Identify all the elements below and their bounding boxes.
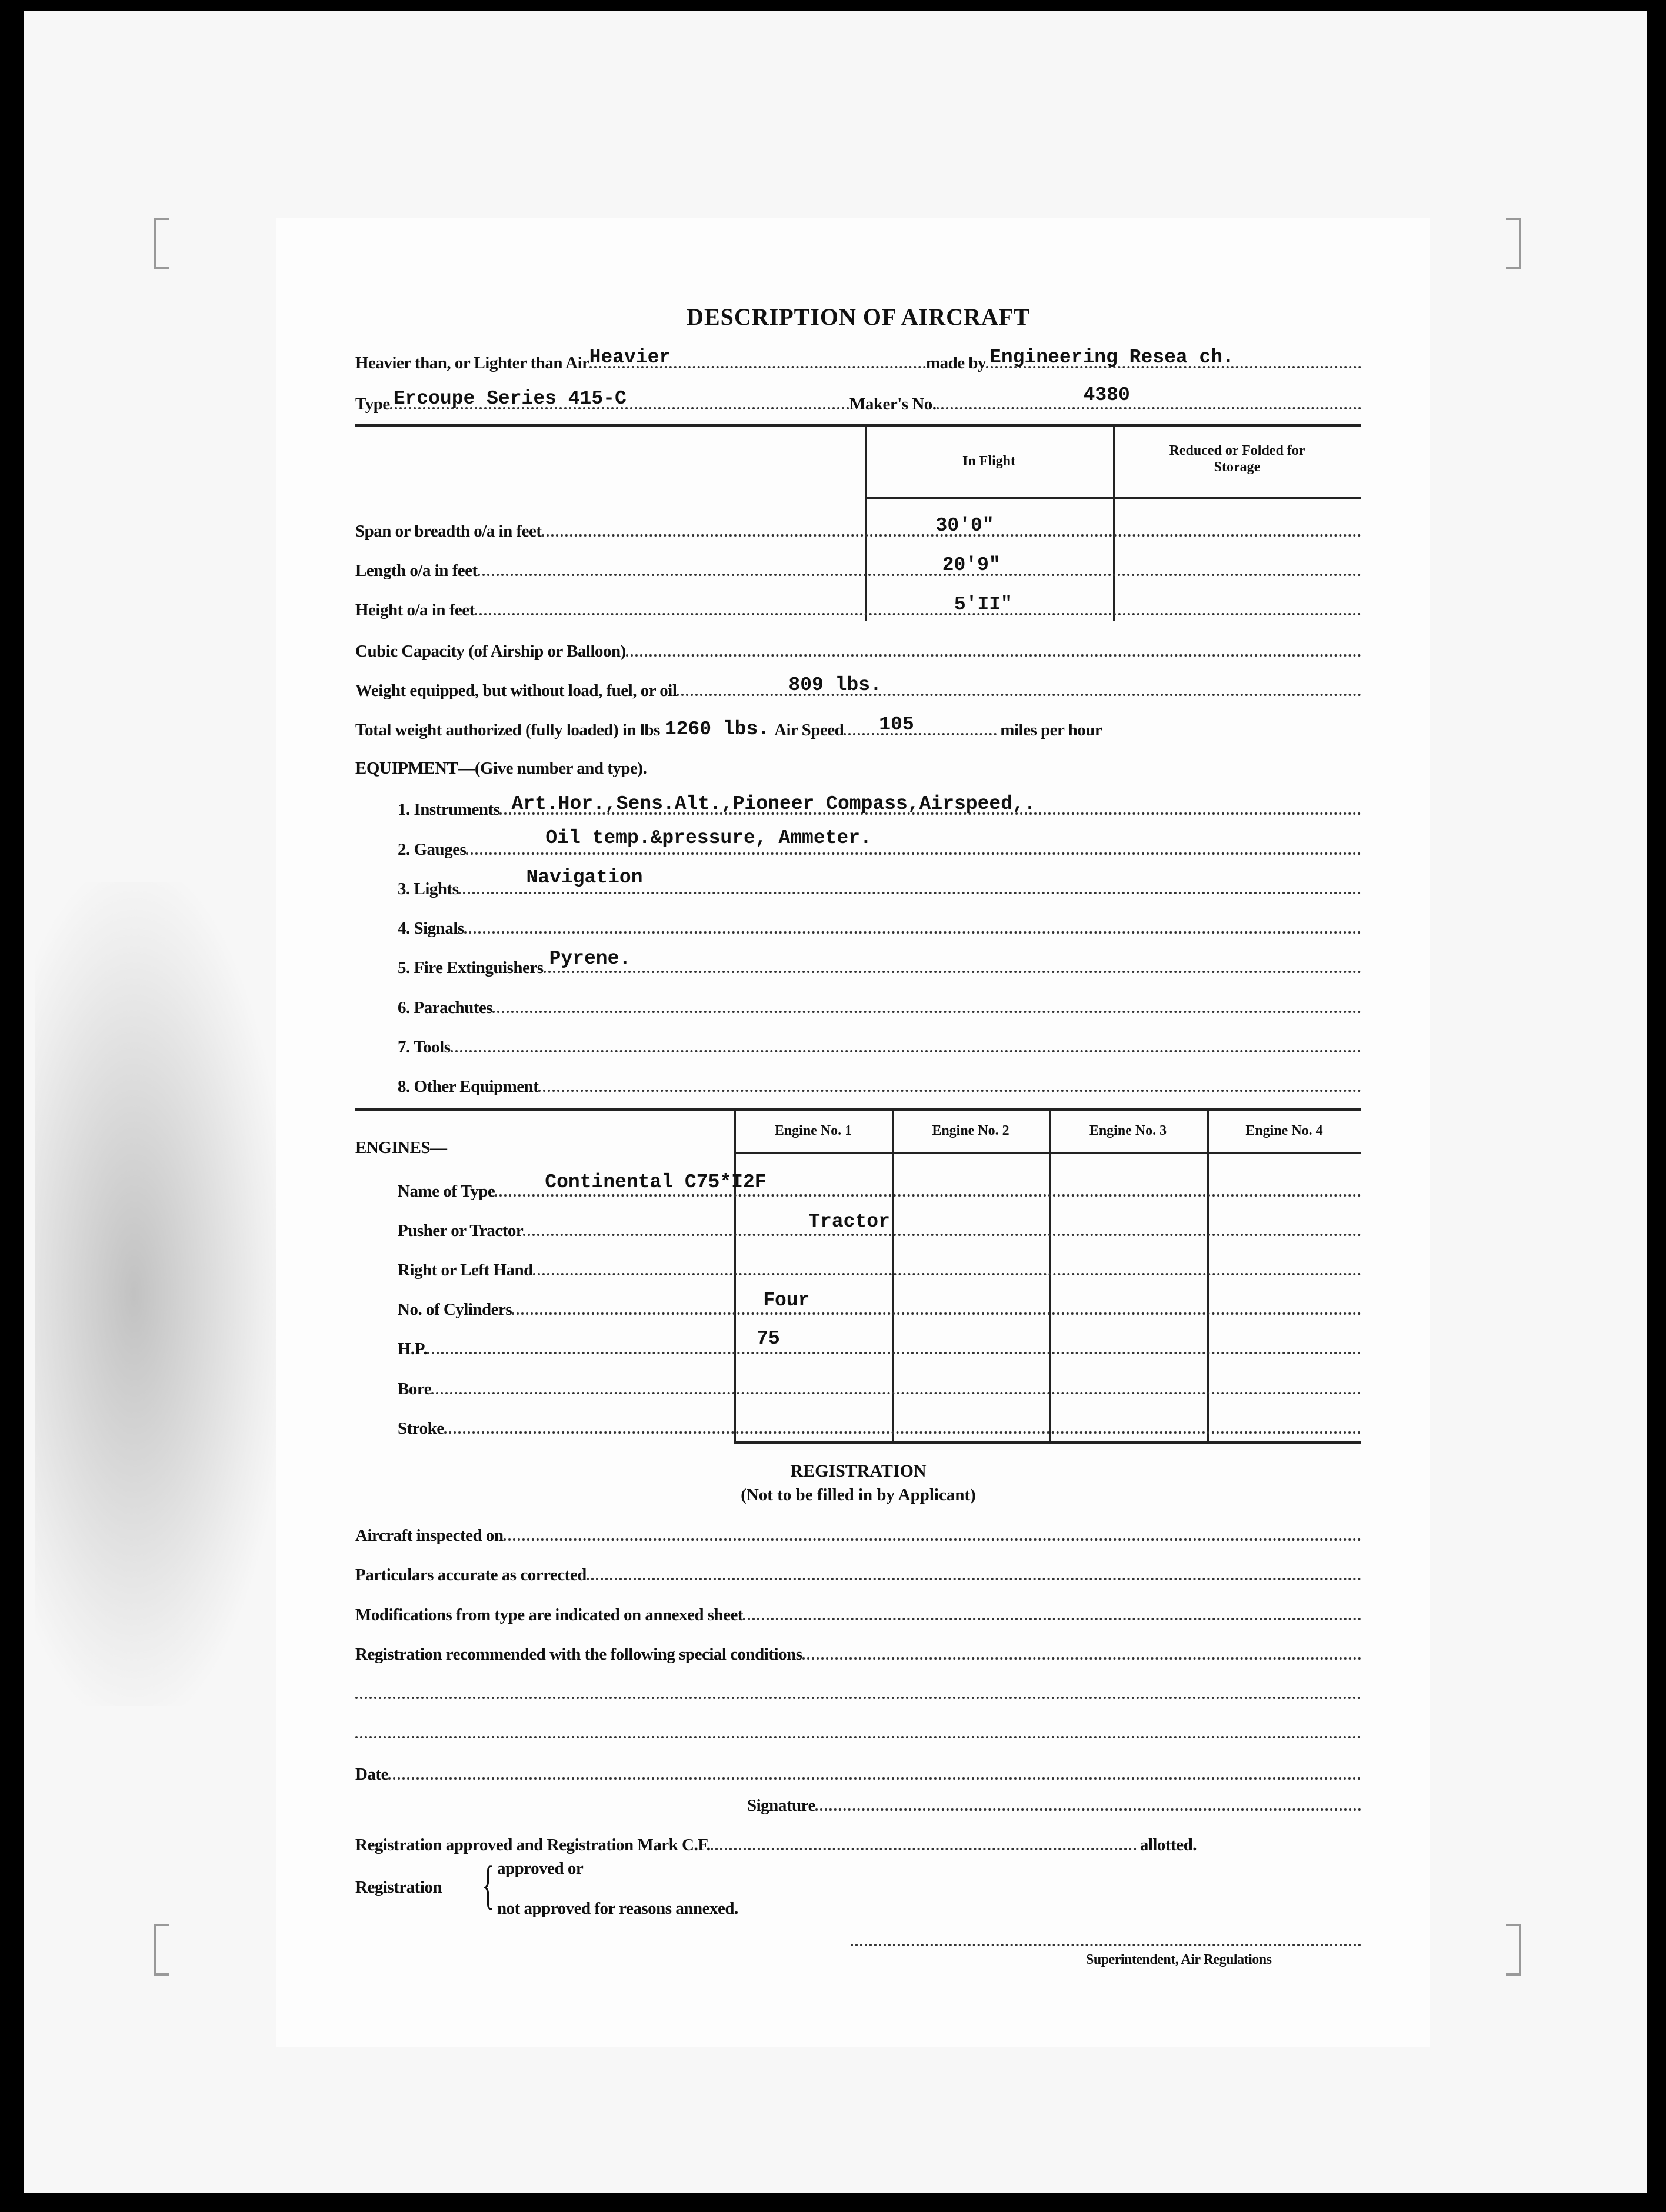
allotted-label: allotted. xyxy=(1139,1835,1197,1854)
dimension-row xyxy=(355,594,1361,620)
scan-smudge xyxy=(35,882,282,1706)
engine-label: Stroke xyxy=(398,1419,444,1438)
engine1-value: Four xyxy=(763,1290,810,1311)
crop-mark xyxy=(154,1924,169,1976)
header-rule xyxy=(734,1152,1361,1154)
equipment-row xyxy=(398,1031,1361,1057)
weight-value: 809 lbs. xyxy=(788,674,882,696)
engine1-value: Continental C75*I2F xyxy=(545,1171,767,1193)
signature-field xyxy=(747,1790,1361,1815)
airspeed-label: Air Speed xyxy=(774,721,844,739)
equipment-row xyxy=(398,794,1361,819)
engines-heading: ENGINES— xyxy=(355,1138,447,1157)
equipment-label: 2. Gauges xyxy=(398,840,467,859)
engine1-value: 75 xyxy=(757,1328,780,1350)
dimension-row xyxy=(355,515,1361,541)
inspected-label: Aircraft inspected on xyxy=(355,1526,504,1545)
makers-no-label: Maker's No. xyxy=(849,395,937,414)
col-engine-2: Engine No. 2 xyxy=(932,1123,1009,1138)
thick-rule xyxy=(355,1108,1361,1111)
airspeed-value: 105 xyxy=(879,714,914,735)
type-label: Type xyxy=(355,395,390,414)
heavier-value: Heavier xyxy=(589,347,671,368)
equipment-row xyxy=(398,912,1361,938)
engine-row xyxy=(398,1290,1361,1320)
date-label: Date xyxy=(355,1765,388,1784)
date-field xyxy=(355,1758,1361,1784)
recommended-field xyxy=(355,1638,1361,1664)
engine-label: Pusher or Tractor xyxy=(398,1221,524,1240)
crop-mark xyxy=(1506,1924,1521,1976)
made-by-value: Engineering Resea ch. xyxy=(989,347,1234,368)
equipment-row xyxy=(398,948,1361,978)
equipment-row xyxy=(398,1071,1361,1097)
makers-no-field xyxy=(849,384,1361,414)
equipment-value: Navigation xyxy=(526,867,643,888)
col-reduced: Reduced or Folded for Storage xyxy=(1169,443,1305,475)
engine-row xyxy=(398,1373,1361,1399)
equipment-label: 7. Tools xyxy=(398,1038,451,1057)
type-value: Ercoupe Series 415-C xyxy=(393,388,627,409)
crop-mark xyxy=(1506,218,1521,269)
dimension-label: Length o/a in feet xyxy=(355,561,478,580)
cubic-capacity-field xyxy=(355,635,1361,661)
particulars-field xyxy=(355,1559,1361,1585)
form-title: DESCRIPTION OF AIRCRAFT xyxy=(687,304,1030,330)
particulars-label: Particulars accurate as corrected xyxy=(355,1565,587,1584)
registration-label: Registration xyxy=(355,1878,442,1897)
conditions-line xyxy=(355,1717,1361,1743)
dimension-label: Span or breadth o/a in feet xyxy=(355,522,542,541)
weight-label: Weight equipped, but without load, fuel, or oil xyxy=(355,681,677,700)
registration-subheading: (Not to be filled in by Applicant) xyxy=(741,1485,976,1504)
engine-row xyxy=(398,1211,1361,1241)
engine-row xyxy=(398,1328,1361,1359)
registration-heading: REGISTRATION xyxy=(790,1461,927,1481)
equipment-value: Art.Hor.,Sens.Alt.,Pioneer Compass,Airspeed,. xyxy=(511,793,1036,815)
signature-label: Signature xyxy=(747,1796,815,1815)
conditions-line xyxy=(355,1678,1361,1704)
makers-no-value: 4380 xyxy=(1083,384,1130,406)
engine-row xyxy=(398,1171,1361,1201)
in-flight-value: 30'0" xyxy=(935,515,994,537)
total-weight-field xyxy=(355,714,1361,740)
brace: { xyxy=(481,1856,495,1914)
thick-rule xyxy=(734,1441,1361,1444)
heavier-field xyxy=(355,347,926,373)
thick-rule xyxy=(355,424,1361,427)
in-flight-value: 20'9" xyxy=(942,554,1001,576)
engine1-value: Tractor xyxy=(808,1211,890,1232)
superintendent-signature-line xyxy=(851,1944,1361,1946)
made-by-field xyxy=(926,347,1361,373)
col-engine-1: Engine No. 1 xyxy=(774,1123,852,1138)
equipment-label: 1. Instruments xyxy=(398,800,500,819)
made-by-label: made by xyxy=(926,354,987,372)
engine-label: Right or Left Hand xyxy=(398,1261,533,1280)
equipment-label: 6. Parachutes xyxy=(398,998,493,1017)
engine-row xyxy=(398,1254,1361,1280)
mph-label: miles per hour xyxy=(1000,721,1102,739)
approved-or-label: approved or xyxy=(497,1859,584,1878)
heavier-label: Heavier than, or Lighter than Air xyxy=(355,354,589,372)
engine-label: Name of Type xyxy=(398,1182,495,1201)
approved-mark-field xyxy=(355,1829,1197,1855)
equipment-label: 4. Signals xyxy=(398,919,464,938)
dimension-label: Height o/a in feet xyxy=(355,601,475,619)
inspected-field xyxy=(355,1520,1361,1545)
dimension-row xyxy=(355,555,1361,581)
type-field xyxy=(355,388,849,414)
col-engine-3: Engine No. 3 xyxy=(1089,1123,1167,1138)
equipment-row xyxy=(398,867,1361,899)
col-engine-4: Engine No. 4 xyxy=(1245,1123,1323,1138)
equipment-row xyxy=(398,827,1361,860)
weight-field xyxy=(355,675,1361,701)
equipment-row xyxy=(398,992,1361,1018)
header-rule xyxy=(865,497,1361,499)
approved-mark-label: Registration approved and Registration Mark C.F. xyxy=(355,1835,711,1854)
engine-label: No. of Cylinders xyxy=(398,1300,512,1319)
engine-label: Bore xyxy=(398,1380,432,1398)
equipment-value: Oil temp.&pressure, Ammeter. xyxy=(545,827,872,849)
equipment-label: 8. Other Equipment xyxy=(398,1077,539,1096)
engine-row xyxy=(398,1413,1361,1438)
modifications-label: Modifications from type are indicated on annexed sheet xyxy=(355,1605,744,1624)
engine-label: H.P. xyxy=(398,1340,428,1358)
superintendent-label: Superintendent, Air Regulations xyxy=(1086,1952,1272,1967)
cubic-capacity-label: Cubic Capacity (of Airship or Balloon) xyxy=(355,642,626,661)
modifications-field xyxy=(355,1599,1361,1625)
recommended-label: Registration recommended with the following special conditions xyxy=(355,1645,802,1664)
total-weight-label: Total weight authorized (fully loaded) in lbs xyxy=(355,721,660,739)
in-flight-value: 5'II" xyxy=(954,594,1012,615)
crop-mark xyxy=(154,218,169,269)
equipment-label: 3. Lights xyxy=(398,880,459,898)
equipment-value: Pyrene. xyxy=(549,948,631,970)
not-approved-label: not approved for reasons annexed. xyxy=(497,1899,738,1918)
col-in-flight: In Flight xyxy=(962,454,1016,469)
equipment-label: 5. Fire Extinguishers xyxy=(398,958,544,977)
equipment-heading: EQUIPMENT—(Give number and type). xyxy=(355,759,647,778)
total-weight-value: 1260 lbs. xyxy=(664,718,770,740)
